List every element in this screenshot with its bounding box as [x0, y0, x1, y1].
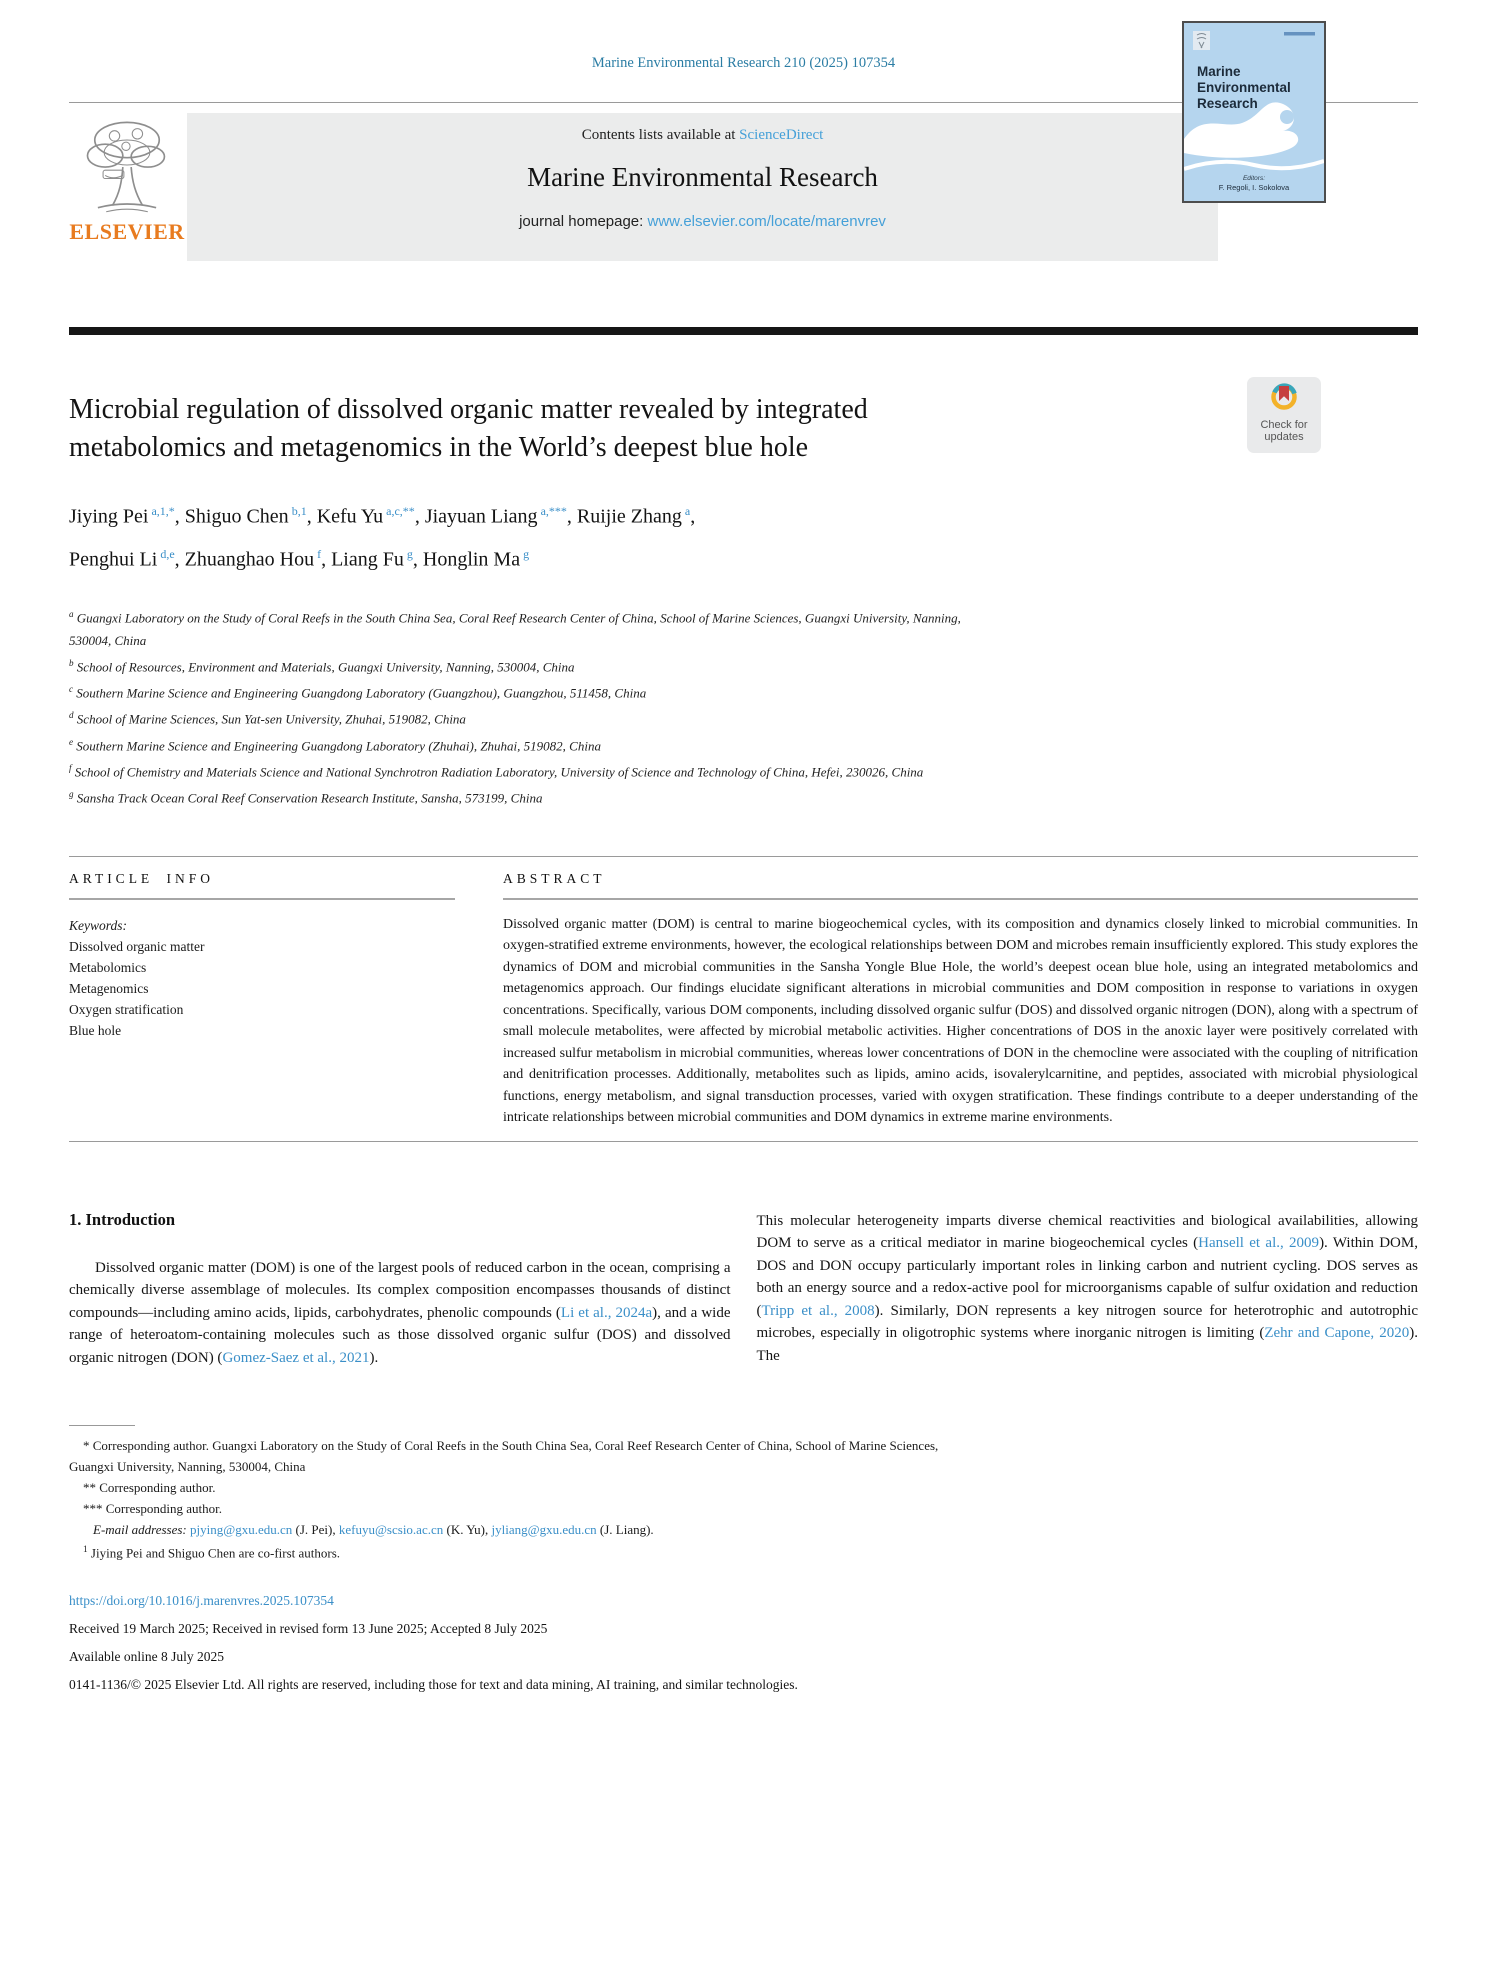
- text-run: , Zhuanghao Hou: [174, 548, 315, 571]
- text-run: Jiying Pei: [69, 505, 149, 528]
- author-affiliation-sup: g: [520, 546, 530, 561]
- text-run: E-mail addresses:: [93, 1522, 191, 1538]
- text-run: , Ruijie Zhang: [566, 505, 682, 528]
- text-run: , Shiguo Chen: [174, 505, 289, 528]
- text-run: , Liang Fu: [321, 548, 404, 571]
- article-info-heading: ARTICLE INFO: [69, 870, 215, 886]
- masthead-black-bar: [69, 327, 1418, 335]
- affiliation: [69, 630, 1418, 652]
- keyword-item: Metagenomics: [69, 980, 149, 996]
- journal-cover-art: [1184, 23, 1324, 201]
- text-run: School of Resources, Environment and Materials, Guangxi University, Nanning, 530004, China: [73, 658, 575, 674]
- footnote-corresponding-2: [69, 1477, 1418, 1498]
- text-run: f: [69, 762, 72, 773]
- heading-underline: [69, 898, 455, 900]
- elsevier-tree-icon: [75, 113, 179, 217]
- heading-underline: [503, 898, 1418, 900]
- abstract-text: Dissolved organic matter (DOM) is central to marine biogeochemical cycles, with its composition and dynamics closely linked to microbial communities. In oxygen-stratified extreme environments, however, the ecological relationships between DOM and microbes remain insufficiently explored. This study explores the dynamics of DOM and microbial communities in the Sansha Yongle Blue Hole, the world’s deepest ocean blue hole, using an integrated metabolomics and metagenomics approach. Our findings elucidate significant alterations in microbial communities and DOM composition in response to variations in oxygen concentrations. Specifically, various DOM components, including dissolved organic sulfur (DOS) and dissolved organic nitrogen (DON), along with a spectrum of small molecule metabolites, were affected by microbial metabolic activities. Higher concentrations of DOS in the anoxic layer were positively correlated with increased sulfur metabolism in microbial communities, whereas lower concentrations of DON in the chemocline were associated with the coupling of nitrification and denitrification processes. Additionally, metabolites such as lipids, amino acids, isovalerylcarnitine, and peptides, associated with microbial physiological functions, energy metabolism, and signal transduction processes, varied with oxygen stratification. These findings contribute to a deeper understanding of the intricate relationships between microbial communities and DOM dynamics in extreme marine environments.: [503, 916, 1418, 1126]
- text-run: School of Marine Sciences, Sun Yat-sen University, Zhuhai, 519082, China: [73, 711, 466, 727]
- contents-line: [187, 127, 1218, 144]
- check-updates-icon: [1265, 382, 1303, 414]
- introduction-section: [69, 1210, 1418, 1370]
- keyword-item: Metabolomics: [69, 959, 147, 975]
- text-run: a: [69, 609, 74, 620]
- elsevier-logo: [67, 113, 187, 261]
- journal-masthead: [187, 113, 1218, 261]
- text-run: ,: [690, 505, 696, 528]
- text-run: ). Within DOM, DOS and DON occupy particularly important roles in linking carbon and nutrient cycling. DOS serves as both an energy source and a redox-active pool for microorganisms capable of sulfur oxidation and reduction (: [756, 1235, 1418, 1319]
- cover-title-line2: Environmental: [1197, 80, 1291, 95]
- text-run: d: [69, 710, 74, 721]
- text-run: *** Corresponding author.: [83, 1501, 223, 1517]
- text-run: * Corresponding author. Guangxi Laboratory on the Study of Coral Reefs in the South China Sea, Coral Reef Research Center of China, School of Marine Sciences,: [83, 1438, 939, 1454]
- journal-title: Marine Environmental Research: [527, 162, 878, 192]
- keywords-list: [69, 936, 455, 1041]
- citation-link[interactable]: Gomez-Saez et al., 2021: [222, 1349, 370, 1366]
- text-run: Southern Marine Science and Engineering Guangdong Laboratory (Guangzhou), Guangzhou, 511458, China: [73, 685, 647, 701]
- footnote-corresponding-3: [69, 1498, 1418, 1519]
- text-run: ), and a wide range of heteroatom-containing molecules such as those dissolved organic sulfur (DOS) and dissolved organic nitrogen (DON) (: [69, 1304, 731, 1366]
- footnotes: [69, 1435, 1418, 1563]
- text-run: c: [69, 683, 74, 694]
- journal-cover-thumbnail[interactable]: [1182, 21, 1326, 203]
- intro-paragraph: [69, 1257, 731, 1370]
- section-heading: 1. Introduction: [69, 1209, 176, 1229]
- text-run: ** Corresponding author.: [83, 1480, 216, 1496]
- text-run: Guangxi Laboratory on the Study of Coral Reefs in the South China Sea, Coral Reef Research Center of China, School of Marine Sciences, Guangxi University, Nanning,: [73, 610, 961, 626]
- text-run: , Kefu Yu: [306, 505, 384, 528]
- text-run: Penghui Li: [69, 548, 158, 571]
- affiliation-list: [69, 603, 1418, 809]
- journal-homepage-link[interactable]: www.elsevier.com/locate/marenvrev: [647, 213, 886, 230]
- text-run: Southern Marine Science and Engineering Guangdong Laboratory (Zhuhai), Zhuhai, 519082, China: [73, 737, 601, 753]
- available-online: Available online 8 July 2025: [69, 1649, 224, 1665]
- text-run: (K. Yu),: [443, 1522, 492, 1538]
- text-run: (J. Pei),: [292, 1522, 339, 1538]
- text-run: ). Similarly, DON represents a key nitrogen source for heterotrophic and autotrophic microbes, especially in oligotrophic systems where inorganic nitrogen is limiting (: [756, 1302, 1418, 1342]
- keyword-item: Dissolved organic matter: [69, 938, 205, 954]
- text-run: , Jiayuan Liang: [414, 505, 538, 528]
- citation-link[interactable]: Li et al., 2024a: [560, 1304, 653, 1321]
- text-run: Guangxi University, Nanning, 530004, China: [69, 1459, 306, 1475]
- doi-link[interactable]: https://doi.org/10.1016/j.marenvres.2025.107354: [69, 1593, 334, 1609]
- running-head-citation: Marine Environmental Research 210 (2025) 107354: [591, 55, 896, 71]
- footnote-corresponding-1b: [69, 1456, 1418, 1477]
- author-affiliation-sup: f: [314, 546, 322, 561]
- sciencedirect-link[interactable]: ScienceDirect: [739, 127, 824, 143]
- cover-editors: F. Regoli, I. Sokolova: [1218, 183, 1290, 192]
- text-run: Jiying Pei and Shiguo Chen are co-first authors.: [87, 1545, 341, 1561]
- footnote-divider: [69, 1425, 135, 1426]
- text-run: 1: [83, 1545, 88, 1556]
- author-affiliation-sup: a,***: [537, 504, 567, 518]
- text-run: Contents lists available at: [581, 127, 740, 143]
- intro-right-column: [757, 1210, 1419, 1370]
- intro-paragraph: [757, 1210, 1419, 1368]
- citation-link[interactable]: Hansell et al., 2009: [1198, 1235, 1320, 1252]
- elsevier-wordmark: ELSEVIER: [69, 219, 185, 244]
- info-abstract-block: [69, 871, 1418, 1129]
- citation-link[interactable]: Tripp et al., 2008: [761, 1302, 875, 1319]
- intro-left-column: [69, 1210, 731, 1370]
- text-run: (J. Liang).: [596, 1522, 654, 1538]
- section-divider: [69, 1141, 1418, 1142]
- affiliation: [69, 783, 1418, 809]
- author-affiliation-sup: a,1,*: [148, 504, 175, 518]
- text-run: 530004, China: [69, 632, 147, 648]
- cover-editors-label: Editors:: [1242, 175, 1266, 182]
- homepage-line: [187, 213, 1218, 230]
- affiliation: [69, 757, 1418, 783]
- affiliation: [69, 731, 1418, 757]
- text-run: School of Chemistry and Materials Science and National Synchrotron Radiation Laboratory, University of Science and Technology of China, Hefei, 230026, China: [71, 764, 924, 780]
- copyright-line: 0141-1136/© 2025 Elsevier Ltd. All rights are reserved, including those for text and data mining, AI training, and similar technologies.: [69, 1677, 798, 1693]
- check-for-updates-badge[interactable]: [1247, 377, 1321, 453]
- footnote-emails: [69, 1519, 1418, 1540]
- affiliation: [69, 652, 1418, 678]
- author-affiliation-sup: b,1: [288, 504, 307, 518]
- text-run: journal homepage:: [519, 213, 648, 230]
- footnote-cofirst: [69, 1540, 1418, 1563]
- section-divider: [69, 856, 1418, 857]
- text-run: ). The: [756, 1325, 1418, 1364]
- author-affiliation-sup: g: [403, 546, 413, 561]
- text-run: g: [69, 789, 74, 800]
- email-link-yu[interactable]: kefuyu@scsio.ac.cn: [338, 1522, 444, 1538]
- author-affiliation-sup: a: [681, 504, 691, 518]
- keyword-item: Oxygen stratification: [69, 1001, 184, 1017]
- article-metadata: [69, 1587, 1418, 1699]
- email-link-liang[interactable]: jyliang@gxu.edu.cn: [491, 1522, 597, 1538]
- author-affiliation-sup: a,c,**: [383, 504, 415, 518]
- affiliation: [69, 603, 1418, 629]
- text-run: , Honglin Ma: [412, 548, 521, 571]
- author-affiliation-sup: d,e: [157, 546, 175, 561]
- text-run: b: [69, 657, 74, 668]
- author-line: [69, 493, 1418, 536]
- article-info-column: [69, 871, 455, 1129]
- keywords-label: Keywords:: [69, 917, 127, 933]
- abstract-heading: ABSTRACT: [503, 870, 606, 886]
- affiliation: [69, 704, 1418, 730]
- email-link-pei[interactable]: pjying@gxu.edu.cn: [190, 1522, 293, 1538]
- author-list: [69, 493, 1418, 578]
- abstract-column: [503, 871, 1418, 1129]
- article-title: Microbial regulation of dissolved organic matter revealed by integrated metabolomics and metagenomics in the World’s deepest blue hole: [69, 394, 868, 463]
- cover-title-line3: Research: [1197, 96, 1258, 111]
- keyword-item: Blue hole: [69, 1022, 122, 1038]
- text-run: Sansha Track Ocean Coral Reef Conservation Research Institute, Sansha, 573199, China: [73, 790, 543, 806]
- text-run: ).: [369, 1349, 379, 1366]
- text-run: e: [69, 736, 74, 747]
- footnote-corresponding-1: [69, 1435, 1418, 1456]
- text-run: This molecular heterogeneity imparts diverse chemical reactivities and biological availabilities, allowing DOM to serve as a critical mediator in marine biogeochemical cycles (: [756, 1212, 1418, 1252]
- cover-title-line1: Marine: [1197, 64, 1241, 79]
- affiliation: [69, 678, 1418, 704]
- citation-link[interactable]: Zehr and Capone, 2020: [1264, 1325, 1410, 1342]
- check-updates-label: Check for updates: [1260, 419, 1308, 443]
- author-line: [69, 536, 1418, 579]
- text-run: Dissolved organic matter (DOM) is one of the largest pools of reduced carbon in the ocean, comprising a chemically diverse assemblage of molecules. Its complex composition encompasses thousands of distinct compounds—including amino acids, lipids, carbohydrates, phenolic compounds (: [69, 1259, 731, 1321]
- received-dates: Received 19 March 2025; Received in revised form 13 June 2025; Accepted 8 July 2025: [69, 1621, 548, 1637]
